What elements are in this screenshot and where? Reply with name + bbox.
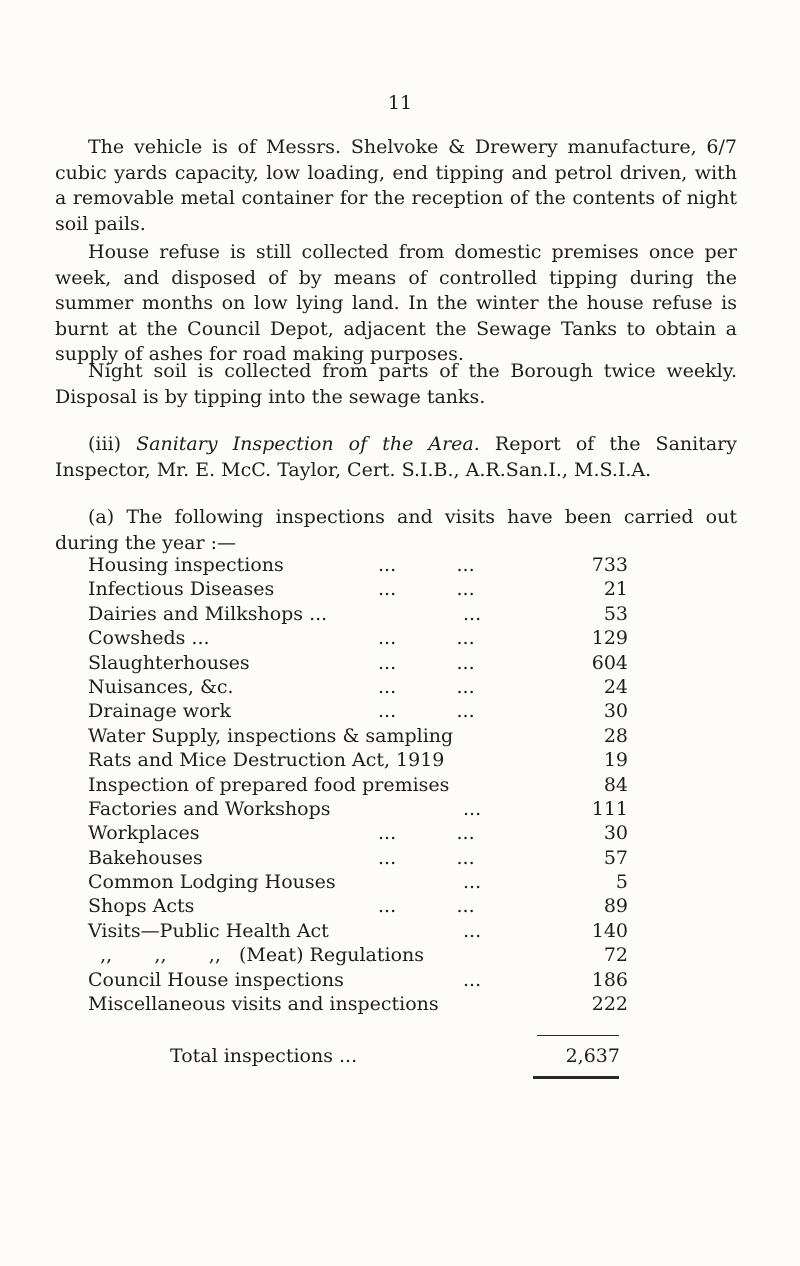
table-row — [88, 626, 628, 650]
leader-dots: ... — [463, 602, 482, 625]
total-value: 2,637 — [565, 1045, 620, 1067]
inspection-value: 84 — [603, 773, 628, 796]
inspection-label: Workplaces — [88, 822, 200, 845]
inspection-label: Water Supply, inspections & sampling — [88, 724, 454, 747]
table-row — [88, 651, 628, 675]
leader-dots: ... — [463, 968, 482, 991]
inspection-value: 129 — [591, 627, 628, 650]
inspection-label: Shops Acts — [88, 895, 195, 918]
table-row — [88, 943, 628, 967]
total-rule-bottom — [533, 1076, 619, 1079]
table-row — [88, 675, 628, 699]
paragraph-night-soil: Night soil is collected from parts of the Borough twice weekly. Disposal is by tipping into the sewage tanks. — [55, 360, 737, 408]
table-row — [88, 821, 628, 845]
inspection-label: Bakehouses — [88, 846, 203, 869]
inspection-label: Factories and Workshops — [88, 797, 331, 820]
inspection-value: 72 — [603, 944, 628, 967]
section-text: Report of the Sanitary Inspector, Mr. E. McC. Taylor, Cert. S.I.B., A.R.San.I., M.S.I.A. — [55, 433, 737, 481]
total-row — [170, 1043, 620, 1069]
inspection-label: ,, ,, ,, (Meat) Regulations — [88, 944, 425, 967]
inspection-label: Drainage work — [88, 700, 232, 723]
section-number: (iii) — [88, 433, 137, 455]
table-row — [88, 894, 628, 918]
table-row — [88, 553, 628, 577]
table-row — [88, 846, 628, 870]
table-row — [88, 968, 628, 992]
inspection-label: Common Lodging Houses — [88, 871, 336, 894]
inspection-label: Rats and Mice Destruction Act, 1919 — [88, 749, 445, 772]
page-number: 11 — [387, 92, 413, 114]
leader-dots: ... ... — [378, 700, 475, 723]
inspection-value: 5 — [615, 871, 628, 894]
total-rule-top — [537, 1035, 619, 1036]
leader-dots: ... — [463, 871, 482, 894]
table-row — [88, 577, 628, 601]
paragraph-vehicle: The vehicle is of Messrs. Shelvoke & Drewery manufacture, 6/7 cubic yards capacity, low loading, end tipping and petrol driven, with a removable metal container for the reception of the contents of night soil pails. — [55, 136, 737, 235]
paragraph-inspections-intro: (a) The following inspections and visits have been carried out during the year :— — [55, 506, 737, 554]
table-row — [88, 870, 628, 894]
inspection-label: Cowsheds ... — [88, 627, 210, 650]
table-row — [88, 699, 628, 723]
inspection-label: Housing inspections — [88, 554, 284, 576]
inspection-label: Visits—Public Health Act — [88, 919, 329, 942]
leader-dots: ... ... — [378, 846, 475, 869]
table-row — [88, 919, 628, 943]
inspection-label: Infectious Diseases — [88, 578, 275, 601]
inspection-value: 186 — [591, 968, 628, 991]
section-title: Sanitary Inspection of the Area. — [136, 433, 480, 455]
table-row — [88, 748, 628, 772]
leader-dots: ... ... — [378, 895, 475, 918]
inspection-value: 222 — [591, 993, 628, 1016]
table-row — [88, 724, 628, 748]
table-row — [88, 602, 628, 626]
leader-dots: ... — [463, 797, 482, 820]
inspection-value: 140 — [591, 919, 628, 942]
inspection-label: Council House inspections — [88, 968, 344, 991]
inspection-label: Dairies and Milkshops ... — [88, 602, 328, 625]
paragraph-sanitary-inspection — [55, 432, 737, 483]
table-row — [88, 992, 628, 1016]
inspection-value: 111 — [591, 797, 628, 820]
inspection-label: Nuisances, &c. — [88, 675, 234, 698]
inspection-value: 53 — [603, 602, 628, 625]
inspection-value: 24 — [603, 675, 628, 698]
inspection-value: 604 — [591, 651, 628, 674]
paragraph-house-refuse: House refuse is still collected from domestic premises once per week, and disposed of by means of controlled tipping during the summer months on low lying land. In the winter the house refuse is burnt at the Council Depot, adjacent the Sewage Tanks to obtain a supply of ashes for road making purposes. — [55, 241, 737, 365]
table-row — [88, 797, 628, 821]
inspection-value: 28 — [603, 724, 628, 747]
total-label: Total inspections ... — [170, 1045, 358, 1067]
inspection-value: 30 — [603, 822, 628, 845]
leader-dots: ... ... — [378, 554, 475, 576]
leader-dots: ... ... — [378, 675, 475, 698]
inspection-value: 733 — [591, 554, 628, 576]
leader-dots: ... ... — [378, 651, 475, 674]
inspection-value: 21 — [603, 578, 628, 601]
inspection-label: Miscellaneous visits and inspections — [88, 993, 439, 1016]
inspection-label: Inspection of prepared food premises — [88, 773, 450, 796]
inspection-value: 57 — [603, 846, 628, 869]
table-row — [88, 773, 628, 797]
leader-dots: ... ... — [378, 822, 475, 845]
leader-dots: ... ... — [378, 578, 475, 601]
inspection-label: Slaughterhouses — [88, 651, 250, 674]
inspection-value: 89 — [603, 895, 628, 918]
inspection-value: 30 — [603, 700, 628, 723]
leader-dots: ... — [463, 919, 482, 942]
inspection-value: 19 — [603, 749, 628, 772]
inspections-table — [88, 553, 628, 1016]
leader-dots: ... ... — [378, 627, 475, 650]
